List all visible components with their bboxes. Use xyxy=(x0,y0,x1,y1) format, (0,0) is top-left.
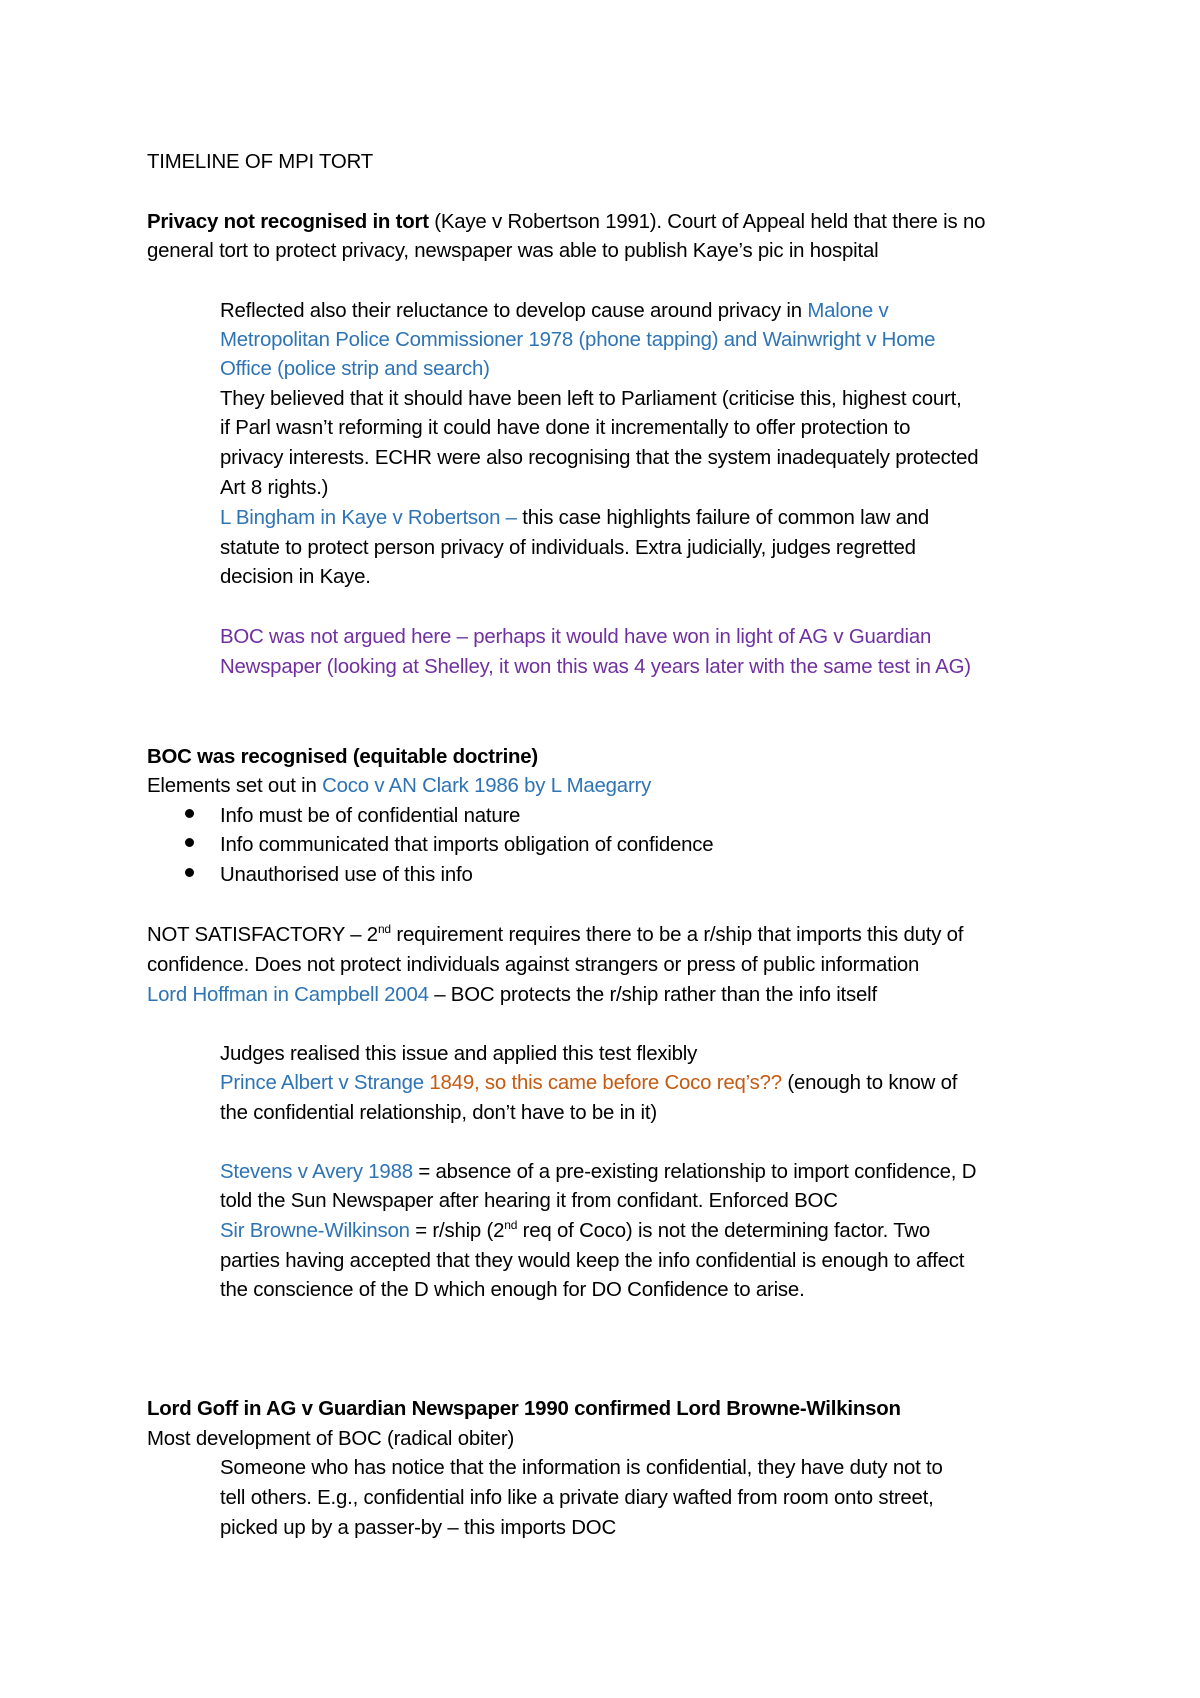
s1-p3-line1-text: this case highlights failure of common law and xyxy=(516,507,930,529)
s1-p4-line1: BOC was not argued here – perhaps it would have won in light of AG v Guardian xyxy=(220,626,932,648)
s1-p2-line1: They believed that it should have been left to Parliament (criticise this, highest court, xyxy=(220,388,962,410)
section3-heading: Lord Goff in AG v Guardian Newspaper 1990 confirmed Lord Browne-Wilkinson xyxy=(147,1398,901,1420)
case-ref-hoffman: Lord Hoffman in Campbell 2004 xyxy=(147,984,429,1006)
s1-p3-line1 xyxy=(220,503,929,533)
section3-line2: Most development of BOC (radical obiter) xyxy=(147,1428,515,1450)
section3-line5: picked up by a passer-by – this imports DOC xyxy=(220,1517,616,1539)
case-ref-coco: Coco v AN Clark 1986 by L Maegarry xyxy=(322,775,652,797)
section1-heading-line xyxy=(147,207,985,237)
stevens-l3-text-b: req of Coco) is not the determining factor. Two xyxy=(517,1220,930,1242)
s1-p4-line2: Newspaper (looking at Shelley, it won this was 4 years later with the same test in AG) xyxy=(220,656,971,678)
ns-l3-text: – BOC protects the r/ship rather than the info itself xyxy=(428,984,877,1006)
s1-p1-line2: Metropolitan Police Commissioner 1978 (phone tapping) and Wainwright v Home xyxy=(220,329,936,351)
stevens-l3-text-a: = r/ship (2 xyxy=(409,1220,505,1242)
s1-p1-line3: Office (police strip and search) xyxy=(220,358,490,380)
case-ref-prince-albert: Prince Albert v Strange xyxy=(220,1072,430,1094)
stevens-line3 xyxy=(220,1216,930,1246)
case-ref-bingham: L Bingham in Kaye v Robertson – xyxy=(220,507,517,529)
s1-p3-line2: statute to protect person privacy of individuals. Extra judicially, judges regretted xyxy=(220,537,916,559)
bullet-icon xyxy=(185,809,194,818)
stevens-line1 xyxy=(220,1157,976,1187)
s1-p3-line3: decision in Kaye. xyxy=(220,566,371,588)
judges-line3: the confidential relationship, don’t have to be in it) xyxy=(220,1102,657,1124)
judges-line1: Judges realised this issue and applied this test flexibly xyxy=(220,1043,698,1065)
stevens-line1-text: = absence of a pre-existing relationship to import confidence, D xyxy=(412,1161,977,1183)
ns-text-a: NOT SATISFACTORY – 2 xyxy=(147,924,378,946)
section1-heading-rest: (Kaye v Robertson 1991). Court of Appeal held that there is no xyxy=(428,211,986,233)
document-title: TIMELINE OF MPI TORT xyxy=(147,151,373,173)
section3-line3: Someone who has notice that the information is confidential, they have duty not to xyxy=(220,1457,943,1479)
case-ref-malone: Malone v xyxy=(807,300,889,322)
case-ref-browne-wilkinson: Sir Browne-Wilkinson xyxy=(220,1220,410,1242)
s1-p2-line4: Art 8 rights.) xyxy=(220,477,329,499)
stevens-superscript: nd xyxy=(504,1218,518,1232)
not-satisfactory-line1 xyxy=(147,920,963,950)
s1-p1-line1 xyxy=(220,296,888,326)
s2-elements-line xyxy=(147,771,651,801)
bullet-item-3: Unauthorised use of this info xyxy=(220,864,473,886)
stevens-line5: the conscience of the D which enough for DO Confidence to arise. xyxy=(220,1279,805,1301)
bullet-item-1: Info must be of confidential nature xyxy=(220,805,521,827)
bullet-icon xyxy=(185,868,194,877)
stevens-line4: parties having accepted that they would keep the info confidential is enough to affect xyxy=(220,1250,965,1272)
section1-line2: general tort to protect privacy, newspaper was able to publish Kaye’s pic in hospital xyxy=(147,240,879,262)
not-satisfactory-line2: confidence. Does not protect individuals against strangers or press of public information xyxy=(147,954,920,976)
s1-p2-line2: if Parl wasn’t reforming it could have done it incrementally to offer protection to xyxy=(220,417,911,439)
s1-p1-line1-text: Reflected also their reluctance to develop cause around privacy in xyxy=(220,300,808,322)
note-1849: 1849, so this came before Coco req’s?? xyxy=(429,1072,782,1094)
stevens-line2: told the Sun Newspaper after hearing it from confidant. Enforced BOC xyxy=(220,1190,838,1212)
judges-line2-text: (enough to know of xyxy=(781,1072,958,1094)
not-satisfactory-line3 xyxy=(147,980,877,1010)
ns-text-b: requirement requires there to be a r/ship that imports this duty of xyxy=(390,924,964,946)
ns-superscript: nd xyxy=(377,922,391,936)
bullet-icon xyxy=(185,838,194,847)
section2-heading: BOC was recognised (equitable doctrine) xyxy=(147,746,539,768)
case-ref-stevens: Stevens v Avery 1988 xyxy=(220,1161,413,1183)
s1-p2-line3: privacy interests. ECHR were also recognising that the system inadequately protected xyxy=(220,447,979,469)
s2-elements-text: Elements set out in xyxy=(147,775,323,797)
section1-heading: Privacy not recognised in tort xyxy=(147,211,429,233)
section3-line4: tell others. E.g., confidential info like a private diary wafted from room onto street, xyxy=(220,1487,934,1509)
bullet-item-2: Info communicated that imports obligation of confidence xyxy=(220,834,714,856)
judges-line2 xyxy=(220,1068,957,1098)
